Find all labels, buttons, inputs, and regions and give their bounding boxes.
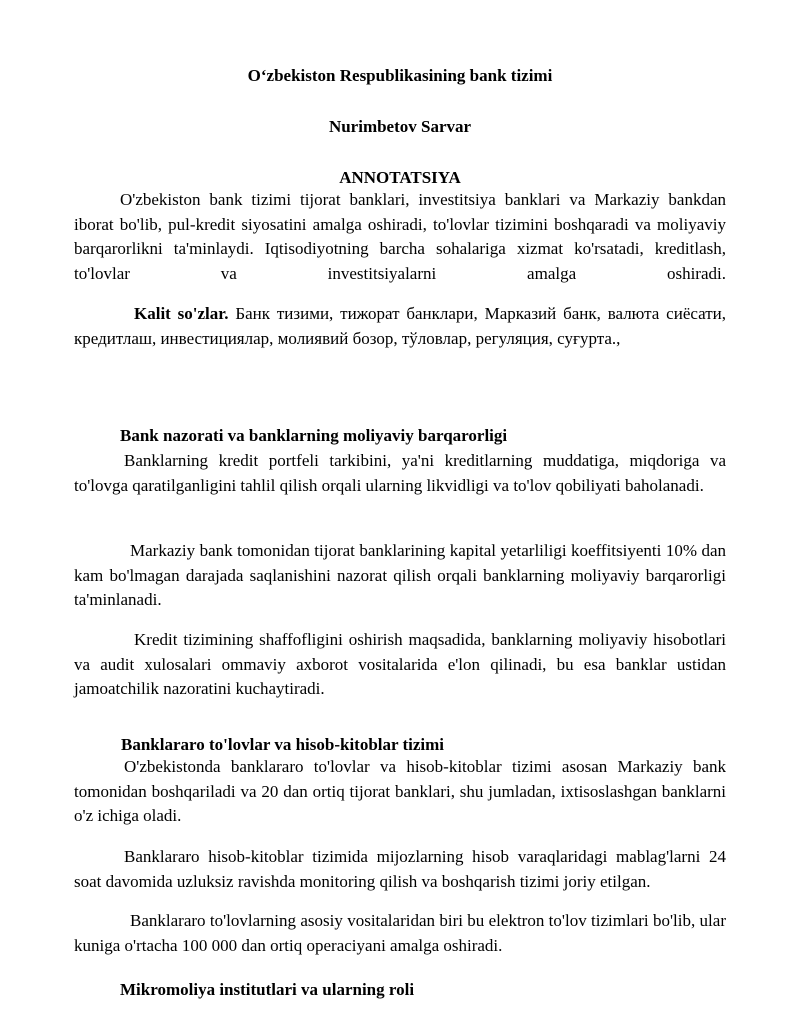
keywords-text: Банк тизими, тижорат банклари, Марказий банк, валюта сиёсати, кредитлаш, инвестициялар, молиявий бозор, тўловлар, регуляция, суғурта.,: [74, 304, 726, 348]
annotation-heading: ANNOTATSIYA: [339, 168, 461, 187]
section-1-paragraph-3: Kredit tizimining shaffofligini oshirish maqsadida, banklarning moliyaviy hisobotlari va audit xulosalari ommaviy axborot vositalarida e'lon qilinadi, bu esa banklar ustidan jamoatchilik nazoratini kuchaytiradi.: [74, 630, 726, 698]
section-2-paragraph-3: Banklararo to'lovlarning asosiy vositalaridan biri bu elektron to'lov tizimlari bo'lib, ular kuniga o'rtacha 100 000 dan ortiq operaciyani amalga oshiradi.: [74, 911, 726, 955]
document-title: Oʻzbekiston Respublikasining bank tizimi: [247, 66, 553, 85]
document-author: Nurimbetov Sarvar: [328, 117, 472, 136]
keywords-paragraph: [74, 302, 726, 351]
section-heading-microfinance: Mikromoliya institutlari va ularning roli: [120, 980, 415, 999]
section-2-paragraph-1: O'zbekistonda banklararo to'lovlar va hisob-kitoblar tizimi asosan Markaziy bank tomonidan boshqariladi va 20 dan ortiq tijorat banklari, shu jumladan, ixtisoslashgan banklarni o'z ichiga oladi.: [74, 757, 726, 825]
section-2-paragraph-2: Banklararo hisob-kitoblar tizimida mijozlarning hisob varaqlaridagi mablag'larni 24 soat davomida uzluksiz ravishda monitoring qilish va boshqarish tizimi joriy etilgan.: [74, 847, 726, 891]
annotation-paragraph: O'zbekiston bank tizimi tijorat banklari, investitsiya banklari va Markaziy bankdan iborat bo'lib, pul-kredit siyosatini amalga oshiradi, to'lovlar tizimini boshqaradi va moliyaviy barqarorlikni ta'minlaydi. Iqtisodiyotning barcha sohalariga xizmat ko'rsatadi, kreditlash, to'lovlar va investitsiyalarni amalga oshiradi.: [74, 190, 726, 283]
section-heading-interbank-payments: Banklararo to'lovlar va hisob-kitoblar tizimi: [121, 735, 445, 754]
section-1-paragraph-2: Markaziy bank tomonidan tijorat banklarining kapital yetarliligi koeffitsiyenti 10% dan kam bo'lmagan darajada saqlanishini nazorat qilish orqali banklarning moliyaviy barqarorligi ta'minlanadi.: [74, 541, 726, 609]
section-heading-bank-supervision: Bank nazorati va banklarning moliyaviy barqarorligi: [120, 426, 508, 445]
section-1-paragraph-1: Banklarning kredit portfeli tarkibini, ya'ni kreditlarning muddatiga, miqdoriga va to'lovga qaratilganligini tahlil qilish orqali ularning likvidligi va to'lov qobiliyati baholanadi.: [74, 451, 726, 495]
keywords-label: Kalit so'zlar.: [134, 304, 229, 323]
